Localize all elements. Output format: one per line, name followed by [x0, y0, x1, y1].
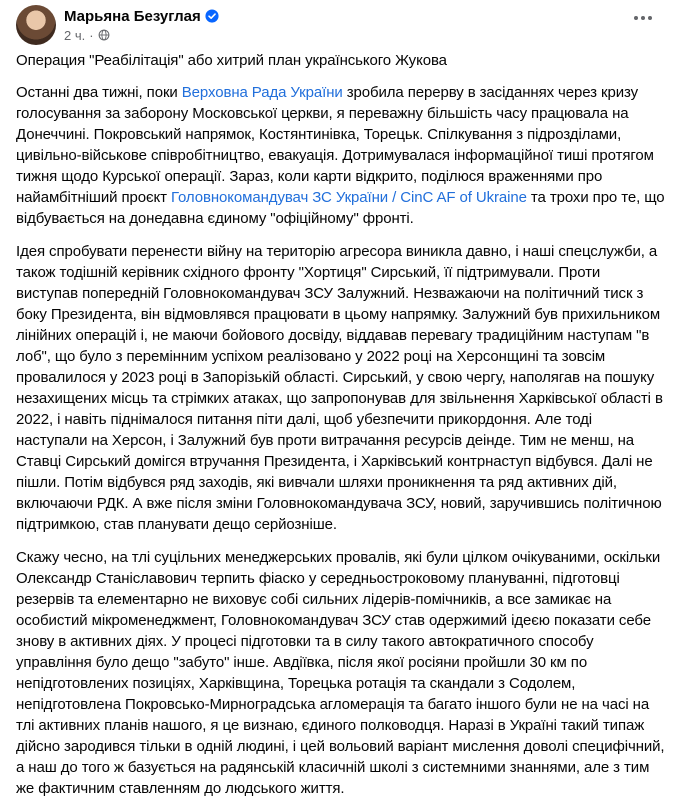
post-header	[16, 5, 219, 45]
paragraph-2: Ідея спробувати перенести війну на територію агресора виникла давно, і наші спецслужби, а також тодішній керівник східного фронту "Хортиця" Сирський, її підтримували. Проти виступав попередній Головнокомандувач ЗСУ Залужний. Незважаючи на політичний тиск з боку Президента, він відмовлявся працювати в цьому напрямку. Залужний був прихильником лінійних операцій і, не маючи бойового досвіду, віддавав перевагу традиційним наступам "в лоб", що було з перемінним успіхом реалізовано у 2022 році на Херсонщині та зовсім провалилося у 2023 році в Запорізькій області. Сирський, у свою чергу, наполягав на пошуку незахищених місць та стрімких атаках, що запропонував для звільнення Харківської області в 2022, і навіть піднімалося питання піти далі, щоб убезпечити прикордоння. Але тоді наступали на Херсон, і Залужний був проти витрачання ресурсів деінде. Тим не менш, на Ставці Сирський домігся втручання Президента, і Харківський контрнаступ відбувся. Далі не пішли. Потім відбувся ряд заходів, які вивчали шляхи проникнення та ряд активних дій, включаючи РДК. А вже після зміни Головнокомандувача ЗСУ, новий, заручившись політичною підтримкою, став планувати дещо серйозніше.	[16, 243, 663, 533]
post-title: Операция "Реабілітація" або хитрий план українського Жукова	[16, 52, 447, 69]
paragraph-3: Скажу чесно, на тлі суцільних менеджерських провалів, які були цілком очікуваними, оскільки Олександр Станіславович терпить фіаско у середньостроковому плануванні, підготовці резервів та елементарно не виховує собі сильних лідерів-помічників, а все замикає на особистий мікроменеджмент, Головнокомандувач ЗСУ став одержимий ідеєю показати себе знову в активних діях. У процесі підготовки та в силу такого автократичного способу управління було дещо "забуто" інше. Авдіївка, після якої росіяни пройшли 30 км по непідготовлених позиціях, Харківщина, Торецька ротація та скандали з Содолем, непідготовлена Покровсько-Мирноградська агломерація та багато іншого були не на часі на тлі активних планів нашого, я це визнаю, єдиного полководця. Наразі в Україні такий типаж дійсно зародився тільки в одній людині, і цей вольовий варіант мислення доволі специфічний, а наш до того ж базується на радянській класичній школі з системними знаннями, але з тим же фактичним ставленням до людського життя.	[16, 549, 665, 797]
author-avatar[interactable]	[16, 5, 56, 45]
p1-text-2: зробила перерву в засіданнях через кризу голосування за заборону Московської церкви, я переважну більшість часу працювала на Донеччині. Покровський напрямок, Костянтинівка, Торецьк. Спілкування з підрозділами, цивільно-військове співробітництво, евакуація. Дотримувалася інформаційної тиші протягом тижня щодо Курської операції. Зараз, коли карти відкрито, поділюся враженнями про найамбітніший проєкт	[16, 84, 654, 206]
p1-text-3: та трохи про те, що відбувається на донедавна єдиному "офіційному" фронті.	[16, 189, 665, 227]
more-options-icon[interactable]	[629, 8, 657, 28]
verified-badge-icon	[205, 9, 219, 23]
paragraph-1	[16, 82, 666, 229]
separator-dot: ·	[89, 27, 94, 43]
post-body	[16, 50, 666, 811]
globe-icon[interactable]	[98, 29, 110, 41]
post-timestamp[interactable]: 2 ч.	[64, 27, 86, 43]
author-name[interactable]: Марьяна Безуглая	[64, 7, 201, 25]
commander-in-chief-link[interactable]: Головнокомандувач ЗС України / CinC AF of Ukraine	[171, 189, 527, 206]
p1-text-1: Останні два тижні, поки	[16, 84, 182, 101]
author-row	[64, 6, 219, 26]
post-meta	[64, 6, 219, 44]
verkhovna-rada-link[interactable]: Верховна Рада України	[181, 84, 343, 101]
time-row	[64, 26, 219, 44]
